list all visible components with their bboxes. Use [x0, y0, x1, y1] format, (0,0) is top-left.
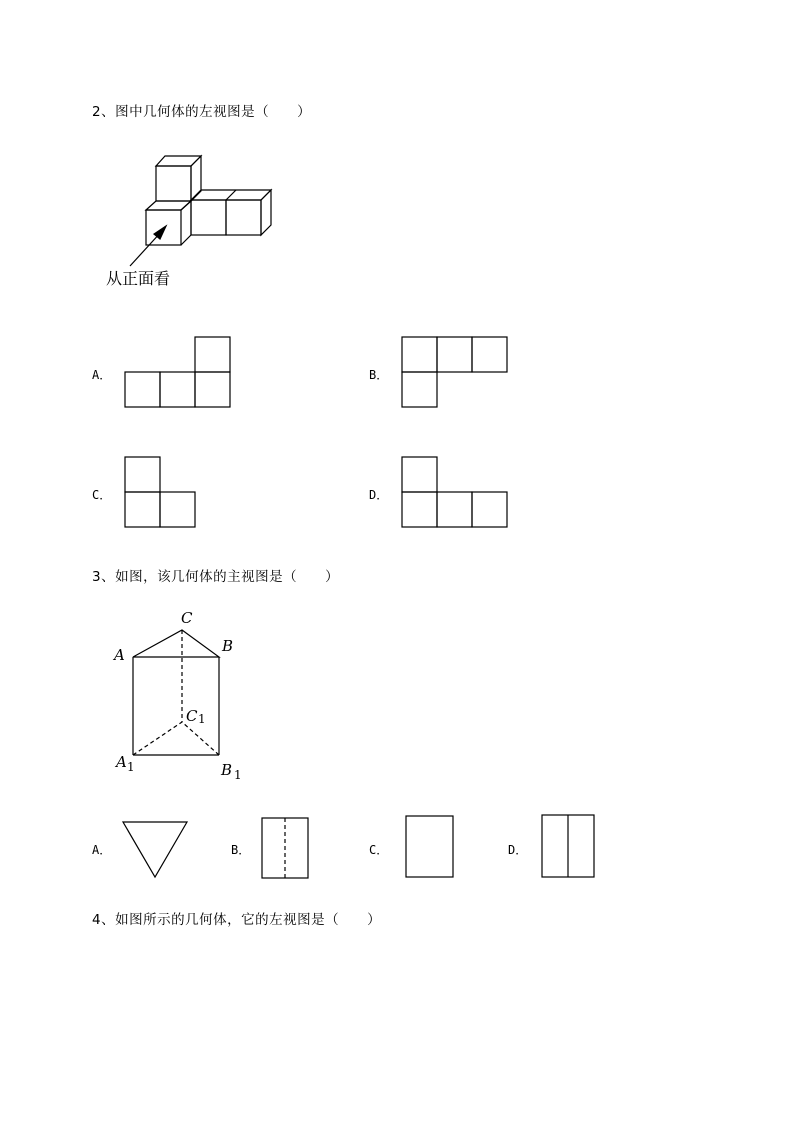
vertex-sub-b1: 1: [234, 768, 242, 782]
vertex-label-c1: C: [186, 707, 198, 725]
q2-figure-caption: 从正面看: [106, 269, 171, 288]
q2-option-b-label: B．: [369, 368, 389, 382]
question-2-text: 2、图中几何体的左视图是（ ）: [92, 104, 312, 120]
q3-option-a-figure: [123, 822, 187, 877]
question-3-text: 3、如图，该几何体的主视图是（ ）: [92, 569, 340, 585]
q2-option-a-figure: [125, 337, 230, 407]
vertex-label-b1: B: [221, 761, 233, 779]
q3-prism-figure: [133, 630, 219, 755]
vertex-sub-a1: 1: [127, 760, 135, 774]
vertex-label-b: B: [222, 637, 234, 655]
q2-solid-front-cube: [146, 201, 191, 245]
vertex-label-c: C: [181, 609, 193, 627]
q2-option-d-label: D．: [369, 488, 389, 502]
q2-option-c-label: C．: [92, 488, 112, 502]
q2-option-b-figure: [402, 337, 507, 407]
vertex-sub-c1: 1: [198, 712, 206, 726]
vertex-label-a: A: [114, 646, 125, 664]
q2-option-d-figure: [402, 457, 507, 527]
q3-option-b-label: B．: [231, 843, 251, 857]
q2-option-c-figure: [125, 457, 195, 527]
q3-option-d-figure: [542, 815, 594, 877]
q3-option-c-figure: [406, 816, 453, 877]
q3-option-d-label: D．: [508, 843, 528, 857]
q2-option-a-label: A．: [92, 368, 112, 382]
vertex-label-a1: A: [116, 753, 127, 771]
q3-option-a-label: A．: [92, 843, 112, 857]
q2-solid-top-cube: [156, 156, 201, 201]
q2-view-arrow: [130, 226, 166, 266]
question-4-text: 4、如图所示的几何体，它的左视图是（ ）: [92, 912, 382, 928]
q3-option-b-figure: [262, 818, 308, 878]
q3-option-c-label: C．: [369, 843, 389, 857]
q2-solid-right-cubes: [191, 190, 271, 235]
